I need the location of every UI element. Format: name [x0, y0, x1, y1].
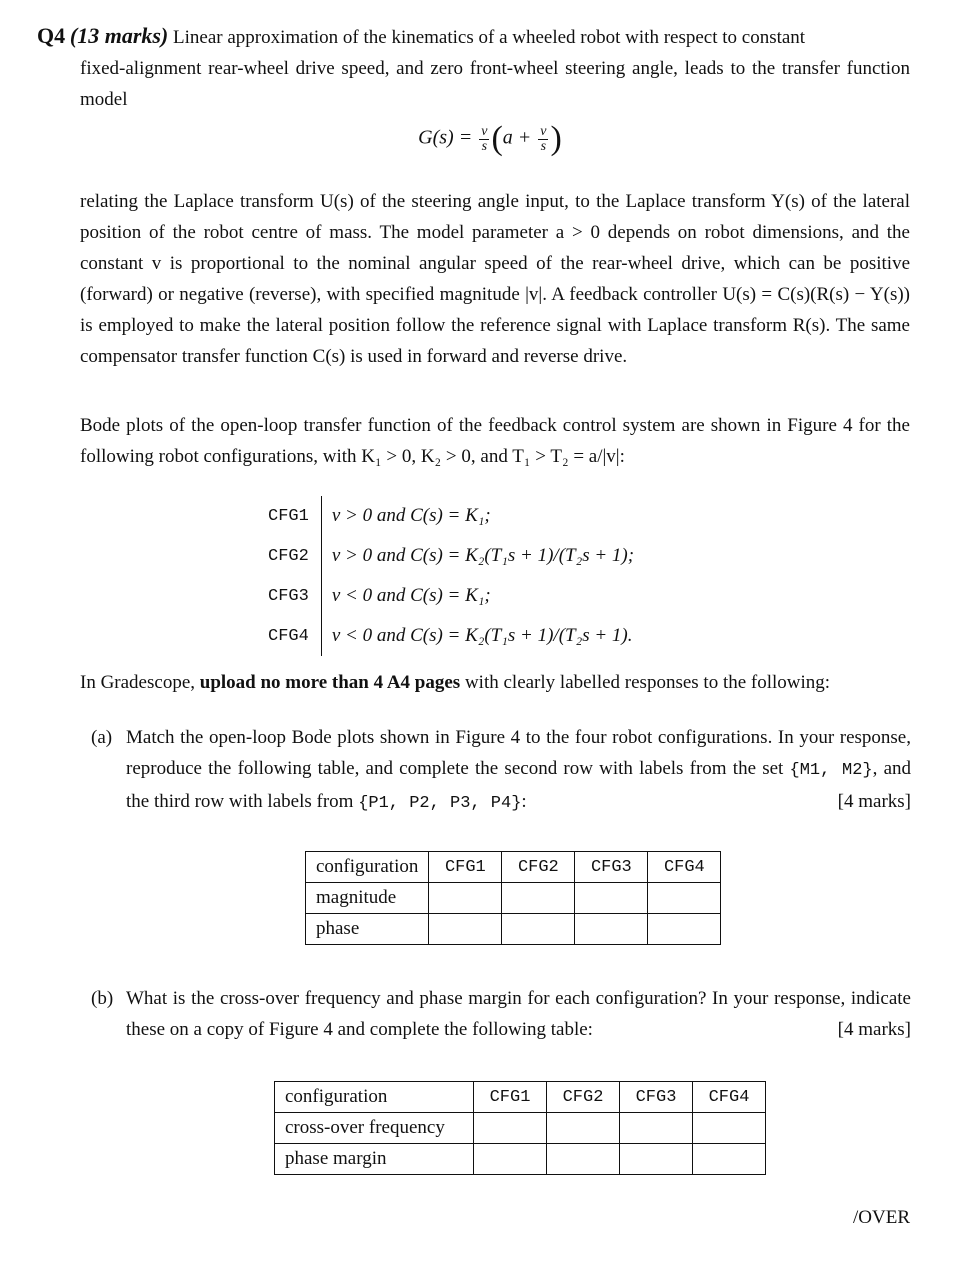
- config-row: [258, 576, 644, 616]
- question-number: Q4: [37, 23, 66, 48]
- table-row: phase: [306, 914, 721, 945]
- configuration-list: [258, 496, 644, 656]
- question-intro-line1: Linear approximation of the kinematics of a wheeled robot with respect to constant: [173, 27, 806, 48]
- equation-lhs: G(s) =: [418, 126, 473, 149]
- config-desc: v < 0 and C(s) = K₂(T₁s + 1)/(T₂s + 1).: [331, 625, 633, 646]
- paragraph-bode-intro: Bode plots of the open-loop transfer function of the feedback control system are shown in Figure 4 for the following robot configurations, with K₁ > 0, K₂ > 0, and T₁ > T₂ = a/|v|:: [80, 415, 910, 467]
- config-row: [258, 496, 644, 536]
- part-a-text: Match the open-loop Bode plots shown in Figure 4 to the four robot configurations. In your response, reproduce the following table, and complete the second row with labels from the set {M1, M2}, and the third row with labels from {P1, P2, P3, P4}: [4 marks]: [126, 722, 911, 819]
- part-a-marks: [4 marks]: [837, 791, 911, 812]
- table-row: configuration CFG1 CFG2 CFG3 CFG4: [275, 1082, 766, 1113]
- config-desc: v > 0 and C(s) = K₁;: [331, 505, 491, 526]
- table-row: cross-over frequency: [275, 1113, 766, 1144]
- config-name: CFG3: [258, 576, 321, 616]
- config-row: [258, 536, 644, 576]
- part-b: [91, 983, 911, 1045]
- config-name: CFG1: [258, 496, 321, 536]
- page-footer-over: /OVER: [853, 1207, 910, 1228]
- fraction-v-over-s: $\frac{v}{s}$: [481, 123, 488, 154]
- paragraph-model-description: relating the Laplace transform U(s) of the steering angle input, to the Laplace transform Y(s) of the lateral position of the robot centre of mass. The model parameter a > 0 depends on robot dimensions, and the constant v is proportional to the nominal angular speed of the rear-wheel drive, which can be positive (forward) or negative (reverse), with specified magnitude |v|. A feedback controller U(s) = C(s)(R(s) − Y(s)) is employed to make the lateral position follow the reference signal with Laplace transform R(s). The same compensator transfer function C(s) is used in forward and reverse drive.: [80, 191, 910, 367]
- part-a-label: (a): [91, 727, 113, 748]
- question-intro-rest: fixed-alignment rear-wheel drive speed, and zero front-wheel steering angle, leads to the transfer function model: [80, 58, 910, 110]
- table-a: [305, 851, 721, 945]
- table-row: configuration CFG1 CFG2 CFG3 CFG4: [306, 852, 721, 883]
- transfer-function-equation: G(s) = $\frac{v}{s}$ (a + $\frac{v}{s}$ ): [418, 120, 562, 157]
- part-b-label: (b): [91, 988, 114, 1009]
- table-b: [274, 1081, 766, 1175]
- config-name: CFG4: [258, 616, 321, 656]
- question-marks: (13 marks): [69, 23, 169, 48]
- table-row: magnitude: [306, 883, 721, 914]
- gradescope-instruction: In Gradescope, upload no more than 4 A4 pages with clearly labelled responses to the following:: [80, 672, 831, 693]
- part-b-marks: [4 marks]: [837, 1019, 911, 1040]
- upload-limit: upload no more than 4 A4 pages: [199, 672, 461, 693]
- fraction-v-over-s-inner: $\frac{v}{s}$: [540, 123, 547, 154]
- equation-a-plus: a +: [502, 126, 532, 149]
- part-a: [91, 722, 911, 819]
- question-header: [37, 20, 910, 115]
- config-name: CFG2: [258, 536, 321, 576]
- table-row: phase margin: [275, 1144, 766, 1175]
- config-desc: v < 0 and C(s) = K₁;: [331, 585, 491, 606]
- config-desc: v > 0 and C(s) = K₂(T₁s + 1)/(T₂s + 1);: [331, 545, 635, 566]
- part-b-text: What is the cross-over frequency and phase margin for each configuration? In your response, indicate these on a copy of Figure 4 and complete the following table: [4 marks]: [126, 983, 911, 1045]
- config-row: [258, 616, 644, 656]
